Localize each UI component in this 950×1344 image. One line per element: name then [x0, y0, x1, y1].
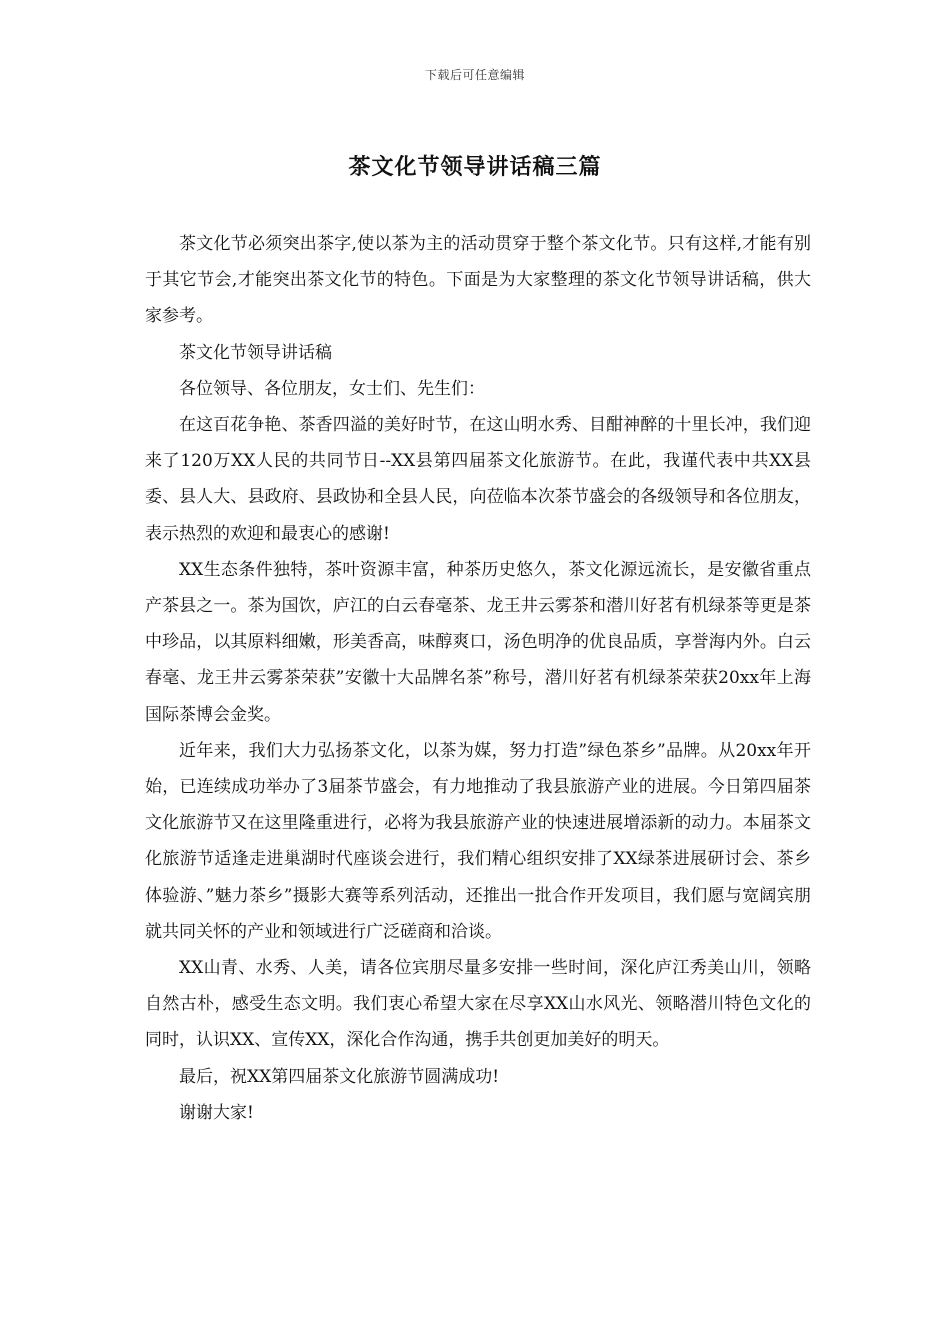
paragraph-salutation: 各位领导、各位朋友，女士们、先生们：	[179, 378, 485, 399]
paragraph-tea-resources: XX生态条件独特，茶叶资源丰富，种茶历史悠久，茶文化源远流长，是安徽省重点产茶县之一。茶为国饮，庐江的白云春毫茶、龙王井云雾茶和潜川好茗有机绿茶等更是茶中珍品，以其原料细嫩，形美香高，味醇爽口，汤色明净的优良品质，享誉海内外。白云春毫、龙王井云雾茶荣获”安徽十大品牌名茶”称号，潜川好茗有机绿茶荣获20xx年上海国际茶博会金奖。	[145, 559, 811, 725]
document-body	[145, 226, 811, 1131]
document-title: 茶文化节领导讲话稿三篇	[348, 154, 602, 180]
paragraph-subtitle: 茶文化节领导讲话稿	[179, 342, 332, 363]
paragraph-invitation: XX山青、水秀、人美，请各位宾朋尽量多安排一些时间，深化庐江秀美山川，领略自然古朴，感受生态文明。我们衷心希望大家在尽享XX山水风光、领略潜川特色文化的同时，认识XX、宣传XX，深化合作沟通，携手共创更加美好的明天。	[145, 958, 811, 1051]
paragraph-recent-years: 近年来，我们大力弘扬茶文化，以茶为媒，努力打造”绿色茶乡”品牌。从20xx年开始，已连续成功举办了3届茶节盛会，有力地推动了我县旅游产业的进展。今日第四届茶文化旅游节又在这里隆重进行，必将为我县旅游产业的快速进展增添新的动力。本届茶文化旅游节适逢走进巢湖时代座谈会进行，我们精心组织安排了XX绿茶进展研讨会、茶乡体验游、”魅力茶乡”摄影大赛等系列活动，还推出一批合作开发项目，我们愿与宽阔宾朋就共同关怀的产业和领域进行广泛磋商和洽谈。	[145, 740, 811, 942]
paragraph-welcome: 在这百花争艳、茶香四溢的美好时节，在这山明水秀、目酣神醉的十里长冲，我们迎来了120万XX人民的共同节日--XX县第四届茶文化旅游节。在此，我谨代表中共XX县委、县人大、县政府、县政协和全县人民，向莅临本次茶节盛会的各级领导和各位朋友，表示热烈的欢迎和最衷心的感谢!	[145, 415, 811, 544]
paragraph-intro: 茶文化节必须突出茶字,使以茶为主的活动贯穿于整个茶文化节。只有这样,才能有别于其它节会,才能突出茶文化节的特色。下面是为大家整理的茶文化节领导讲话稿，供大家参考。	[145, 234, 811, 327]
paragraph-wishes: 最后，祝XX第四届茶文化旅游节圆满成功!	[179, 1066, 500, 1087]
paragraph-thanks: 谢谢大家!	[179, 1102, 254, 1123]
header-note: 下载后可任意编辑	[424, 68, 525, 82]
